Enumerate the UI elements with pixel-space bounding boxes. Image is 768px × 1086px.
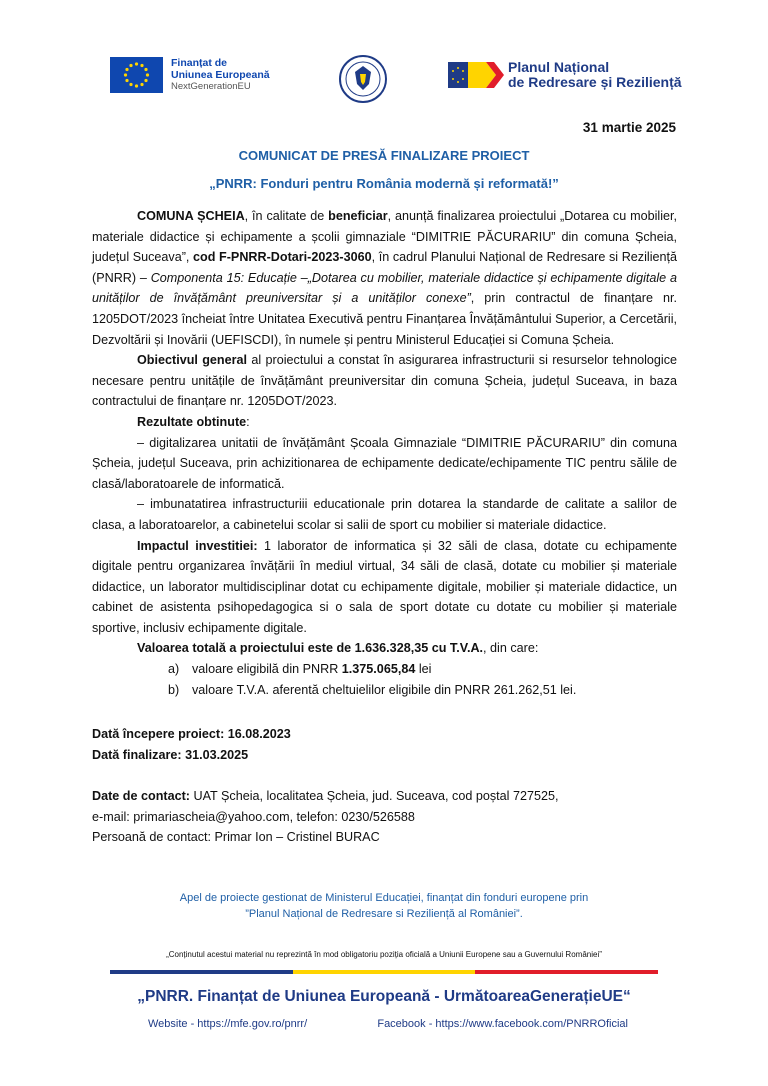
paragraph-impact: Impactul investitiei: 1 laborator de informatica și 32 săli de clasa, dotate cu echipamente digitale pentru organizarea învățării în mediul virtual, 34 săli de clasă, dotate cu mobilier și materiale didactice, un laborator multidisciplinar dotat cu echipamente digitale, mobilier și materiale didactice, un cabinet de asistenta psihopedagogica si o sala de sport dotate cu dotate cu mobilier și materiale sportive, inclusiv echipamente digitale. [92,538,677,635]
document-title: COMUNICAT DE PRESĂ FINALIZARE PROIECT [238,148,530,163]
eu-funding-logo [110,57,270,93]
paragraph-intro: COMUNA ȘCHEIA, în calitate de beneficiar, anunță finalizarea proiectului „Dotarea cu mobilier, materiale didactice și echipamente a școlii gimnaziale “DIMITRIE PĂCURARIU” din comuna Șcheia, județul Suceava”, cod F-PNRR-Dotari-2023-3060, în cadrul Planului Național de Redresare si Reziliență (PNRR) – Componenta 15: Educație –„Dotarea cu mobilier, materiale didactice și echipamente digitale a unităților de învățământ preuniversitar și a unităților conexe”, prin contractul de finanțare nr. 1205DOT/2023 încheiat între Unitatea Executivă pentru Finanțarea Învățământului Superior, a Cercetării, Dezvoltării și Inovării (UEFISCDI), în numele și pentru Ministerul Educației si Comuna Șcheia. [92,209,677,347]
footer-links [148,1018,628,1030]
pnrr-flag-icon [448,60,504,90]
disclaimer: „Conținutul acestui material nu reprezintă în mod obligatoriu poziția oficială a Uniunii Europene sau a Guvernului României” [166,950,602,959]
eu-flag-icon [110,57,163,93]
contact-person: Persoană de contact: Primar Ion – Cristinel BURAC [92,830,380,845]
call-notice: Apel de proiecte gestionat de Ministerul Educației, finanțat din fonduri europene prin ”Planul Național de Redresare si Reziliență al României”. [179,892,589,920]
pnrr-logo-line1: Planul Național [508,59,610,75]
website-link[interactable]: Website - https://mfe.gov.ro/pnrr/ [148,1018,308,1030]
document-subtitle: „PNRR: Fonduri pentru România modernă și reformată!” [209,176,559,191]
project-dates [92,724,677,765]
total-value: Valoarea totală a proiectului este de 1.636.328,35 cu T.V.A., din care: [137,641,539,656]
document-date: 31 martie 2025 [582,120,676,135]
government-seal-icon [338,54,388,104]
paragraph-objective: Obiectivul general al proiectului a constat în asigurarea infrastructurii si resurselor tehnologice necesare pentru unitățile de învățământ preuniversitar din comuna Șcheia, județul Suceava, in baza contractului de finanțare nr. 1205DOT/2023. [92,353,677,409]
contact-block: Date de contact: UAT Șcheia, localitatea Șcheia, jud. Suceava, cod poștal 727525, e-mail: primariascheia@yahoo.com, telefon: 0230/526588 Persoană de contact: Primar Ion – Cristinel BURAC [92,786,677,848]
contact-label: Date de contact: [92,789,190,803]
project-code: cod F-PNRR-Dotari-2023-3060 [193,250,372,265]
component-name: Componenta 15: Educație –„Dotarea cu mobilier, materiale didactice și echipamente digitale a unităților de învățământ preuniversitar și a unităților conexe” [92,270,677,306]
pnrr-logo [448,60,682,90]
contact-email-phone: e-mail: primariascheia@yahoo.com, telefon: 0230/526588 [92,809,415,824]
facebook-link[interactable]: Facebook - https://www.facebook.com/PNRROficial [377,1018,628,1030]
beneficiary-name: COMUNA ȘCHEIA [137,209,245,223]
eu-logo-line3: NextGenerationEU [171,81,251,92]
footer-slogan: „PNRR. Finanțat de Uniunea Europeană - UrmătoareaGenerațieUE“ [137,988,631,1005]
eu-logo-line1: Finanțat de [171,57,228,69]
logo-header [0,52,768,100]
results-heading: Rezultate obtinute: [137,414,250,429]
pnrr-logo-line2: de Redresare și Reziliență [508,74,682,90]
value-item-eligible: a) valoare eligibilă din PNRR 1.375.065,84 lei [168,662,432,677]
end-date: Dată finalizare: 31.03.2025 [92,747,249,762]
start-date: Dată începere proiect: 16.08.2023 [92,727,291,741]
tricolor-bar [110,970,658,974]
value-item-vat: b) valoare T.V.A. aferentă cheltuielilor eligibile din PNRR 261.262,51 lei. [168,682,577,697]
eu-logo-line2: Uniunea Europeană [171,69,270,81]
press-release-body [92,206,677,700]
result-item: – digitalizarea unitatii de învățământ Școala Gimnaziale “DIMITRIE PĂCURARIU” din comuna Șcheia, județul Suceava, prin achizitionarea de echipamente dedicate/echipamente TIC pentru sălile de clasă/laboratoarele de informatică. [92,435,677,491]
result-item: – imbunatatirea infrastructuriii educationale prin dotarea la standarde de calitate a salilor de clasa, a laboratoarelor, a cabinetelui scolar si salii de sport cu mobilier si materiale didactice. [92,497,677,532]
